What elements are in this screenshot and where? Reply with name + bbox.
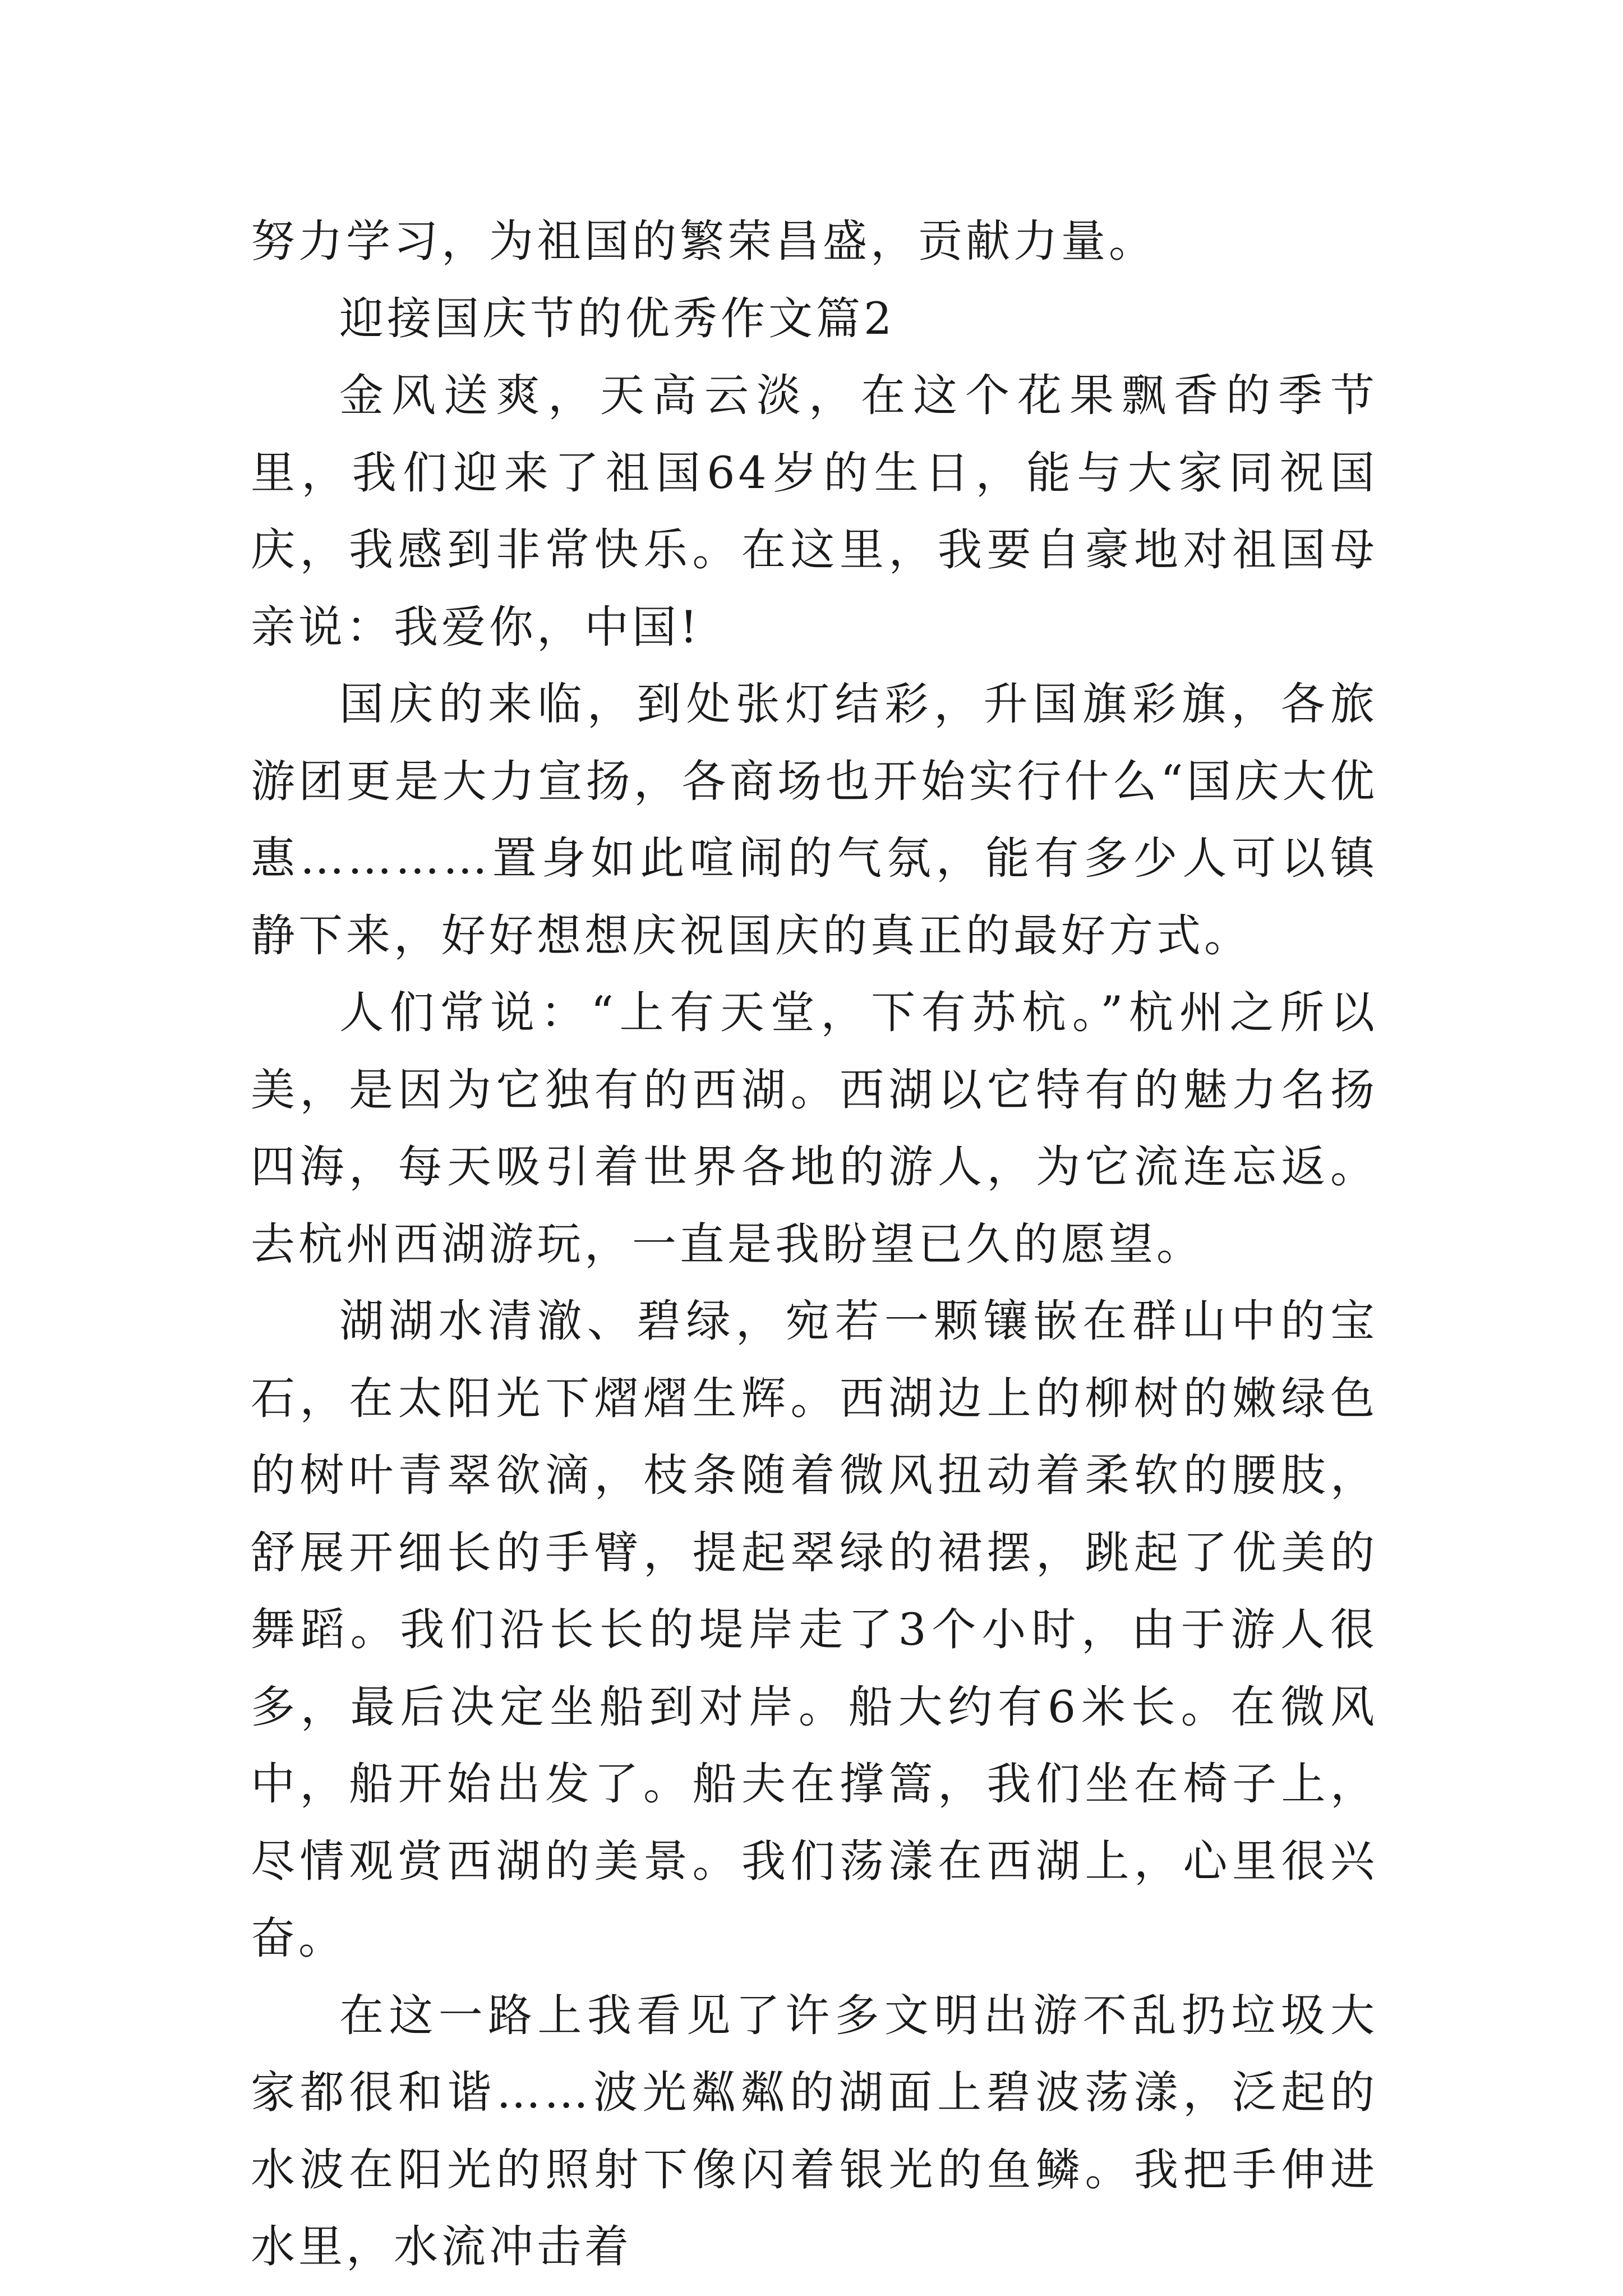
paragraph-continuation: 努力学习，为祖国的繁荣昌盛，贡献力量。 xyxy=(251,215,1156,267)
paragraph: 湖湖水清澈、碧绿，宛若一颗镶嵌在群山中的宝石，在太阳光下熠熠生辉。西湖边上的柳树的嫩绿色的树叶青翠欲滴，枝条随着微风扭动着柔软的腰肢，舒展开细长的手臂，提起翠绿的裙摆，跳起了优美的舞蹈。我们沿长长的堤岸走了3个小时，由于游人很多，最后决定坐船到对岸。船大约有6米长。在微风中，船开始出发了。船夫在撑篙，我们坐在椅子上，尽情观赏西湖的美景。我们荡漾在西湖上，心里很兴奋。 xyxy=(251,1295,1378,1964)
paragraph: 人们常说：“上有天堂，下有苏杭。”杭州之所以美，是因为它独有的西湖。西湖以它特有的魅力名扬四海，每天吸引着世界各地的游人，为它流连忘返。去杭州西湖游玩，一直是我盼望已久的愿望。 xyxy=(251,987,1378,1270)
paragraph: 金风送爽，天高云淡，在这个花果飘香的季节里，我们迎来了祖国64岁的生日，能与大家同祝国庆，我感到非常快乐。在这里，我要自豪地对祖国母亲说：我爱你，中国! xyxy=(251,370,1378,653)
paragraph: 国庆的来临，到处张灯结彩，升国旗彩旗，各旅游团更是大力宣扬，各商场也开始实行什么“国庆大优惠…………置身如此喧闹的气氛，能有多少人可以镇静下来，好好想想庆祝国庆的真正的最好方式。 xyxy=(251,678,1378,961)
document-body xyxy=(251,203,1378,2286)
paragraph: 在这一路上我看见了许多文明出游不乱扔垃圾大家都很和谐……波光粼粼的湖面上碧波荡漾，泛起的水波在阳光的照射下像闪着银光的鱼鳞。我把手伸进水里，水流冲击着 xyxy=(251,1989,1378,2272)
essay-heading: 迎接国庆节的优秀作文篇2 xyxy=(339,292,896,344)
